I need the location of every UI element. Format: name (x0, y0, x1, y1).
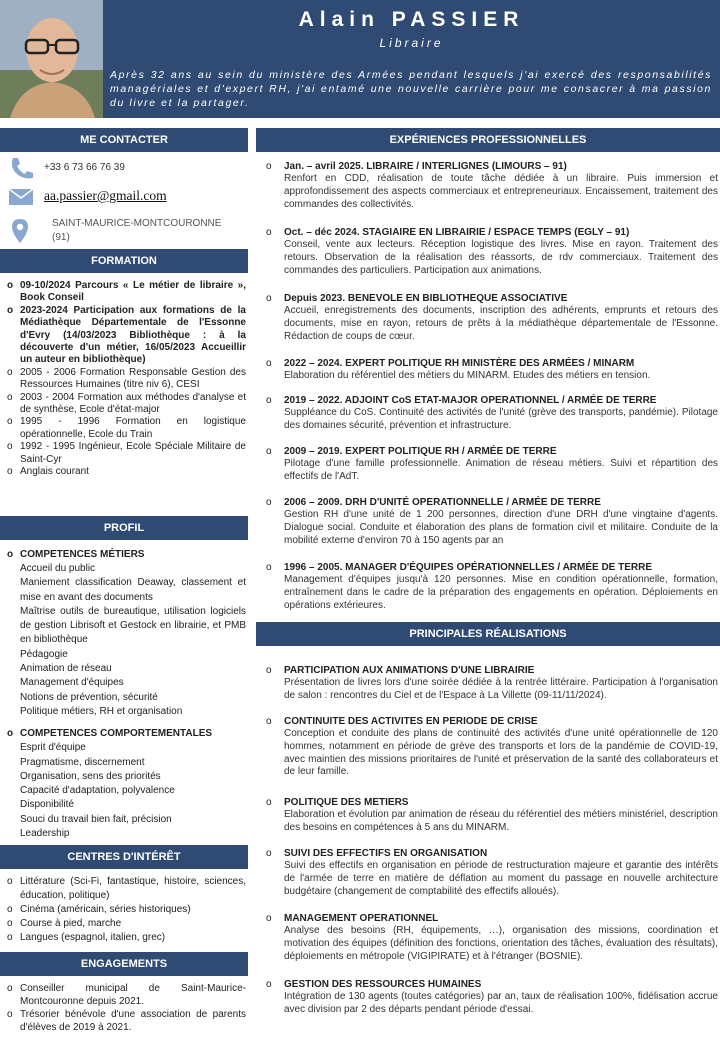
achievement-title: o SUIVI DES EFFECTIFS EN ORGANISATION (256, 847, 720, 860)
interest-item: o Cinéma (américain, séries historiques) (0, 903, 246, 917)
competences-metiers-heading (0, 548, 248, 562)
contact-phone-row (0, 154, 248, 182)
achievement-entry (256, 796, 720, 835)
candidate-tagline: Après 32 ans au sein du ministère des Armées pendant lesquels j'ai exercé des responsabilités managériales et d'expert RH, j'ai entamé une nouvelle carrière pour me consacrer à ma passion du livre et la partager. (110, 69, 712, 109)
experience-title: o 1996 – 2005. MANAGER D'ÉQUIPES OPÉRATIONNELLES / ARMÉE DE TERRE (256, 561, 720, 574)
section-interets-title: CENTRES D'INTÉRÊT (0, 845, 248, 869)
achievement-title: o PARTICIPATION AUX ANIMATIONS D'UNE LIBRAIRIE (256, 664, 720, 677)
engagements-list (0, 982, 246, 1034)
achievement-desc: Conception et conduite des plans de continuité des activités d'une unité opérationnelle de 120 hommes, notamment en période de grève des transports et lors de la pandémie de COVID-19, avec maintien des missions prioritaires de l'unité et préservation de la santé des collaborateurs et de leur famille. (284, 728, 718, 778)
skill-item: Accueil du public (20, 563, 96, 574)
achievement-entry (256, 715, 720, 779)
address-line-1: SAINT-MAURICE-MONTCOURONNE (52, 218, 222, 229)
section-formation-title: FORMATION (0, 249, 248, 273)
competences-comport-heading (0, 727, 248, 741)
section-profil-title: PROFIL (0, 516, 248, 540)
address-line-2: (91) (52, 232, 70, 243)
skill-item: Maîtrise outils de bureautique, utilisation logiciels de gestion Librisoft et Gestock en librairie, et PMB en bibliothèque (20, 605, 246, 646)
experience-entry (256, 561, 720, 612)
skill-item: Management d'équipes (20, 677, 124, 689)
skill-item: Leadership (20, 828, 70, 840)
engagement-item: o Conseiller municipal de Saint-Maurice-Montcouronne depuis 2021. (0, 982, 246, 1008)
profil-content (0, 548, 248, 841)
formation-item: o 1992 - 1995 Ingénieur, Ecole Spéciale Militaire de Saint-Cyr (0, 441, 246, 466)
skill-item: Notions de prévention, sécurité (20, 691, 158, 703)
engagement-item: o Trésorier bénévole d'une association de parents d'élèves de 2019 à 2021. (0, 1008, 246, 1034)
achievement-desc: Suivi des effectifs en organisation en période de restructuration majeure et garantie des intérêts de l'armée de terre en matière de déflation au moment du passage en nouvelle architecture budgétaire (changement de comptabilité des effectifs alloués). (284, 860, 718, 897)
skill-item: Capacité d'adaptation, polyvalence (20, 785, 175, 797)
contact-email-row (0, 184, 248, 212)
contact-address-row (0, 214, 248, 248)
formation-item: o 09-10/2024 Parcours « Le métier de libraire », Book Conseil (0, 280, 246, 305)
phone-icon (8, 156, 34, 183)
skill-item: Animation de réseau (20, 663, 112, 675)
achievement-title: o MANAGEMENT OPERATIONNEL (256, 912, 720, 925)
skill-item: Esprit d'équipe (20, 742, 86, 754)
experience-desc: Gestion RH d'une unité de 1 200 personnes, direction d'une DRH d'une vingtaine d'agents. Dialogue social. Conduite et élaboration des plans de formation civil et militaire. Conduite de la mobilité externe d'environ 70 à 150 agents par an (284, 509, 718, 546)
achievement-title: o GESTION DES RESSOURCES HUMAINES (256, 978, 720, 991)
experience-entry (256, 496, 720, 547)
formation-item: o 1995 - 1996 Formation en logistique opérationnelle, Ecole du Train (0, 416, 246, 441)
experience-title: o 2009 – 2019. EXPERT POLITIQUE RH / ARMÉE DE TERRE (256, 445, 720, 458)
experience-title: o Jan. – avril 2025. LIBRAIRE / INTERLIGNES (LIMOURS – 91) (256, 160, 720, 173)
achievement-title: o POLITIQUE DES METIERS (256, 796, 720, 809)
section-engagements-title: ENGAGEMENTS (0, 952, 248, 976)
skill-item: Organisation, sens des priorités (20, 770, 161, 782)
interest-item: o Langues (espagnol, italien, grec) (0, 931, 246, 945)
achievement-entry (256, 978, 720, 1017)
achievement-title: o CONTINUITE DES ACTIVITES EN PERIODE DE CRISE (256, 715, 720, 728)
profile-photo (0, 0, 103, 118)
experience-desc: Renfort en CDD, réalisation de toute tâche dédiée à un libraire. Puis immersion et approfondissement des aspects commerciaux et entrepreneuriaux. Encaissement, traitement des commandes des collectivités. (284, 173, 718, 210)
achievement-desc: Elaboration et évolution par animation de réseau du référentiel des métiers ministériel, description des besoins en compétences à 5 ans du MINARM. (284, 809, 718, 833)
formation-item: o Anglais courant (0, 466, 246, 478)
achievement-entry (256, 912, 720, 963)
formation-item: o 2003 - 2004 Formation aux méthodes d'analyse et de synthèse, Ecole d'état-major (0, 392, 246, 417)
experience-title: o 2022 – 2024. EXPERT POLITIQUE RH MINISTÈRE DES ARMÉES / MINARM (256, 357, 720, 370)
experience-title: o 2019 – 2022. ADJOINT CoS ETAT-MAJOR OPERATIONNEL / ARMÉE DE TERRE (256, 394, 720, 407)
competences-comport-title: o COMPETENCES COMPORTEMENTALES (0, 727, 248, 741)
experience-desc: Pilotage d'une famille professionnelle. Animation de réseau métiers. Suivi et répartition des effectifs de l'AdT. (284, 458, 718, 482)
skill-item: Pédagogie (20, 648, 68, 660)
competences-comport-list (0, 741, 248, 841)
achievement-entry (256, 847, 720, 898)
section-realisations-title: PRINCIPALES RÉALISATIONS (256, 622, 720, 646)
formation-item: o 2023-2024 Participation aux formations de la Médiathèque Départementale de l'Essonne d'Evry (14/03/2023 Bibliothèque : à la découverte d'un métier, 16/05/2023 Accueillir un auteur en bibliothèque) (0, 305, 246, 367)
experience-desc: Elaboration du référentiel des métiers du MINARM. Etudes des métiers en tension. (284, 370, 651, 381)
experience-entry (256, 226, 720, 277)
skill-item: Maniement classification Deaway, classement et mise en avant des documents (20, 577, 246, 603)
candidate-role: Libraire (379, 36, 444, 50)
skill-item: Disponibilité (20, 799, 74, 811)
experience-desc: Accueil, enregistrements des documents, inscription des adhérents, emprunts et retours des documents, mise en rayon, retours de prêts à la médiathèque départementale de l'Essonne. Rédaction de coups de cœur. (284, 305, 718, 342)
experience-entry (256, 445, 720, 484)
interest-item: o Littérature (Sci-Fi, fantastique, histoire, sciences, éducation, politique) (0, 875, 246, 903)
candidate-name: Alain PASSIER (298, 8, 525, 31)
skill-item: Pragmatisme, discernement (20, 756, 145, 768)
achievement-desc: Présentation de livres lors d'une soirée dédiée à la rentrée littéraire. Participation à l'organisation de salon : rencontres du Ciel et de l'Espace à La Villette (09-11/11/2024). (284, 677, 718, 701)
skill-item: Politique métiers, RH et organisation (20, 705, 183, 717)
contact-phone: +33 6 73 66 76 39 (44, 162, 125, 173)
formation-list (0, 280, 246, 479)
section-contact-title: ME CONTACTER (0, 128, 248, 152)
achievement-entry (256, 664, 720, 703)
experience-desc: Conseil, vente aux lecteurs. Réception logistique des livres. Mise en rayon. Traitement des retours. Observation de la réalisation des réassorts, de rdv commerciaux. Traitement des commandes des particuliers. Participation aux animations. (284, 239, 718, 276)
achievement-desc: Intégration de 130 agents (toutes catégories) par an, taux de réalisation 100%, fidélisation accrue avec division par 2 des départs pendant période d'essai. (284, 991, 718, 1015)
experience-entry (256, 394, 720, 433)
experience-entry (256, 160, 720, 211)
location-pin-icon (11, 218, 29, 247)
section-experiences-title: EXPÉRIENCES PROFESSIONNELLES (256, 128, 720, 152)
mail-icon (8, 188, 34, 209)
competences-metiers-list (0, 562, 248, 719)
interest-item: o Course à pied, marche (0, 917, 246, 931)
interets-list (0, 875, 246, 945)
competences-metiers-title: o COMPETENCES MÉTIERS (0, 548, 248, 562)
experience-entry (256, 357, 720, 383)
achievement-desc: Analyse des besoins (RH, équipements, …), organisation des missions, coordination et motivation des équipes (définition des fonctions, orientation des tâches, évaluation des résultats), déploiements en métropole (VIGIPIRATE) et à l'étranger (BOSNIE). (284, 925, 718, 962)
formation-item: o 2005 - 2006 Formation Responsable Gestion des Ressources Humaines (titre niv 6), CESI (0, 367, 246, 392)
contact-address (52, 217, 221, 245)
header-banner (0, 0, 720, 118)
experience-entry (256, 292, 720, 343)
contact-email-link[interactable]: aa.passier@gmail.com (44, 188, 167, 203)
experience-desc: Suppléance du CoS. Continuité des activités de l'unité (grève des transports, pandémie). Pilotage des domaines sécurité, prévention et infrastructure. (284, 407, 718, 431)
experience-title: o Oct. – déc 2024. STAGIAIRE EN LIBRAIRIE / ESPACE TEMPS (EGLY – 91) (256, 226, 720, 239)
skill-item: Souci du travail bien fait, précision (20, 813, 172, 825)
experience-title: o Depuis 2023. BENEVOLE EN BIBLIOTHEQUE ASSOCIATIVE (256, 292, 720, 305)
experience-title: o 2006 – 2009. DRH D'UNITÉ OPERATIONNELLE / ARMÉE DE TERRE (256, 496, 720, 509)
experience-desc: Management d'équipes jusqu'à 120 personnes. Mise en condition opérationnelle, formation, entraînement dans le cadre de la préparation des engagements en opération. Déploiements en opérations extérieures. (284, 574, 718, 611)
